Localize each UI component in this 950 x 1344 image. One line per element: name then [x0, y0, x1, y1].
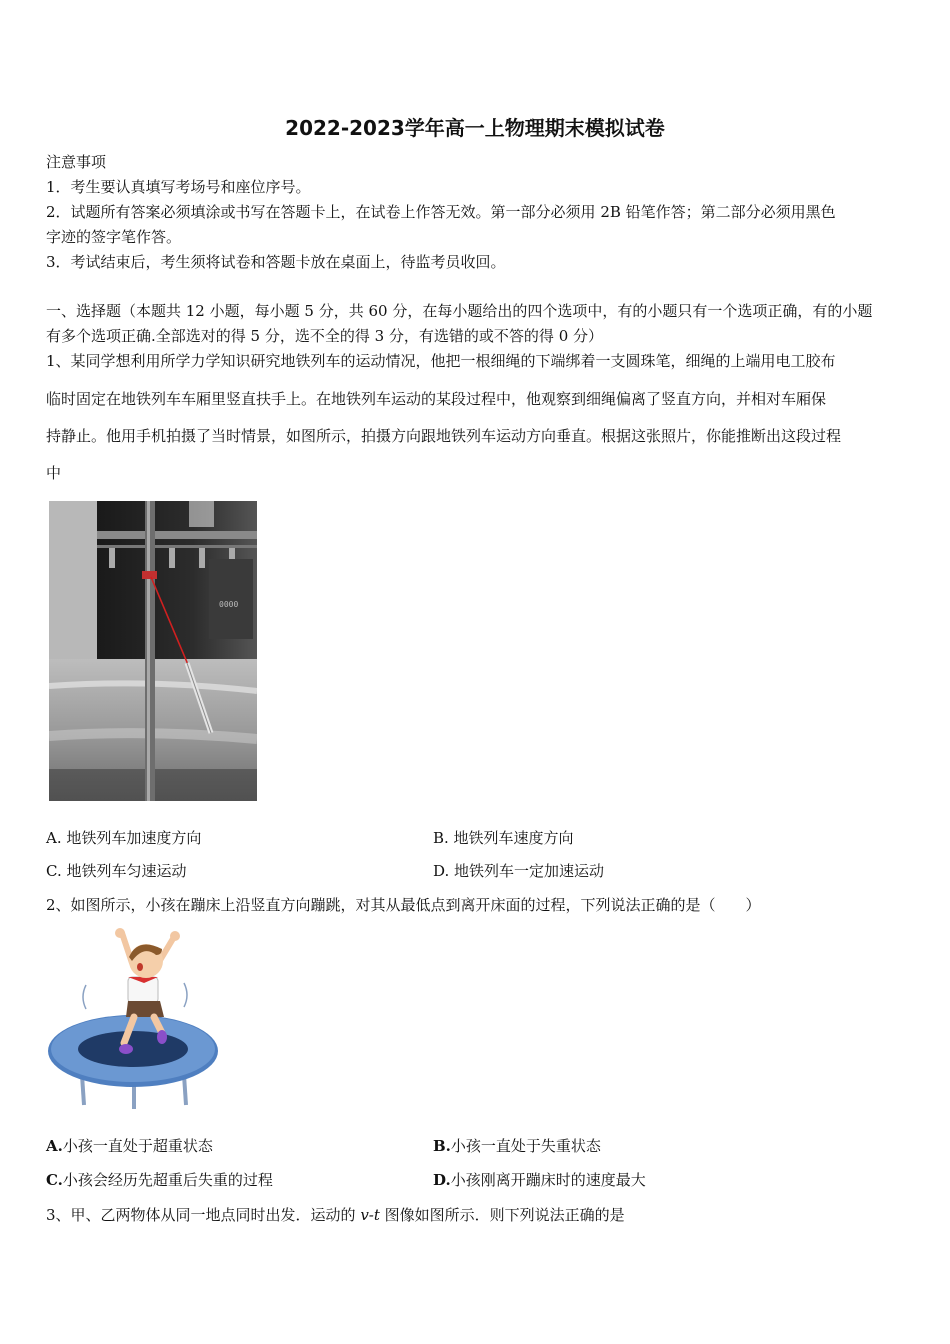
- notice-heading: 注意事项: [46, 153, 107, 171]
- question-2-option-d-text: 小孩刚离开蹦床时的速度最大: [450, 1171, 646, 1189]
- page-title: 2022-2023学年高一上物理期末模拟试卷: [285, 116, 665, 140]
- question-1-option-a: A. 地铁列车加速度方向: [46, 829, 202, 847]
- question-3-stem-start: 3、甲、乙两物体从同一地点同时出发．运动的: [46, 1206, 361, 1224]
- question-2-option-a: [46, 1135, 213, 1157]
- question-1-line-4: 中: [46, 464, 62, 482]
- section-instructions-line-2: 有多个选项正确.全部选对的得 5 分，选不全的得 3 分，有选错的或不答的得 0 分）: [46, 327, 604, 345]
- question-3-vt-symbol: v-t: [360, 1206, 380, 1224]
- notice-item-2-line-2: 字迹的签字笔作答。: [46, 228, 182, 246]
- question-2-option-a-key: A.: [46, 1137, 63, 1155]
- question-3-stem-end: 图像如图所示．则下列说法正确的是: [379, 1206, 625, 1224]
- notice-item-3: 3．考试结束后，考生须将试卷和答题卡放在桌面上，待监考员收回。: [46, 253, 506, 271]
- question-1-option-c: C. 地铁列车匀速运动: [46, 862, 187, 880]
- question-1-line-3: 持静止。他用手机拍摄了当时情景，如图所示，拍摄方向跟地铁列车运动方向垂直。根据这张照片，你能推断出这段过程: [46, 427, 842, 445]
- section-instructions-line-1: 一、选择题（本题共 12 小题，每小题 5 分，共 60 分，在每小题给出的四个选项中，有的小题只有一个选项正确，有的小题: [46, 302, 873, 320]
- question-2-option-b: [433, 1135, 601, 1157]
- question-2-option-b-key: B.: [433, 1137, 451, 1155]
- question-2-option-d-key: D.: [433, 1171, 451, 1189]
- question-2-option-c-text: 小孩会经历先超重后失重的过程: [62, 1171, 273, 1189]
- notice-item-1: 1．考生要认真填写考场号和座位序号。: [46, 178, 311, 196]
- question-2-stem: 2、如图所示，小孩在蹦床上沿竖直方向蹦跳，对其从最低点到离开床面的过程，下列说法正确的是（ ）: [46, 896, 761, 914]
- trampoline-child-illustration: [44, 925, 226, 1113]
- photo-display-label: 0000: [219, 600, 239, 609]
- question-1-line-1: 1、某同学想利用所学力学知识研究地铁列车的运动情况，他把一根细绳的下端绑着一支圆珠笔，细绳的上端用电工胶布: [46, 352, 836, 370]
- question-1-option-b: B. 地铁列车速度方向: [433, 829, 574, 847]
- subway-pen-photo: [49, 501, 257, 801]
- question-2-option-b-text: 小孩一直处于失重状态: [450, 1137, 601, 1155]
- notice-item-2-line-1: 2．试题所有答案必须填涂或书写在答题卡上，在试卷上作答无效。第一部分必须用 2B 铅笔作答；第二部分必须用黑色: [46, 203, 836, 221]
- question-2-option-c: [46, 1169, 273, 1191]
- question-2-option-a-text: 小孩一直处于超重状态: [62, 1137, 213, 1155]
- question-2-option-d: [433, 1169, 646, 1191]
- question-1-option-d: D. 地铁列车一定加速运动: [433, 862, 605, 880]
- question-3-stem: [46, 1204, 625, 1226]
- question-2-option-c-key: C.: [46, 1171, 63, 1189]
- question-1-line-2: 临时固定在地铁列车车厢里竖直扶手上。在地铁列车运动的某段过程中，他观察到细绳偏离了竖直方向，并相对车厢保: [46, 390, 827, 408]
